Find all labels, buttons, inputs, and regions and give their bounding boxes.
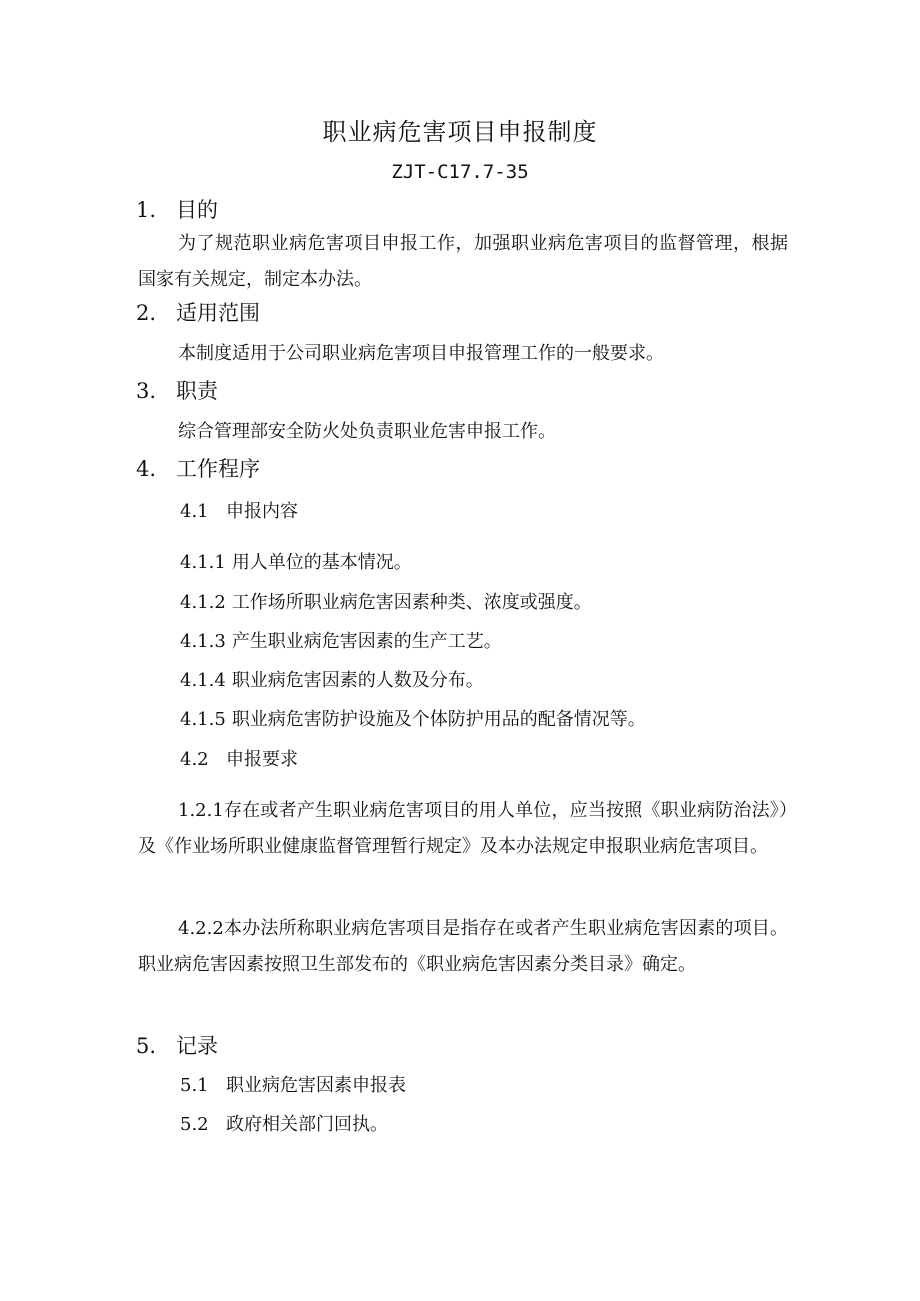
- item-number: 5.2: [180, 1114, 209, 1135]
- item-number: 4.1.2: [180, 592, 226, 613]
- document-title: 职业病危害项目申报制度: [322, 118, 598, 146]
- subsection-number: 4.1: [180, 501, 209, 522]
- item-number: 4.1.1: [180, 552, 226, 573]
- section-title: 适用范围: [176, 301, 260, 325]
- section-heading-purpose: [136, 192, 218, 228]
- section-number: 3.: [136, 379, 157, 403]
- item-number: 4.1.5: [180, 709, 226, 730]
- section-heading-scope: [136, 295, 260, 331]
- section-heading-procedure: [136, 451, 260, 487]
- section-number: 2.: [136, 301, 157, 325]
- item-number: 4.1.3: [180, 631, 226, 652]
- item-text: 用人单位的基本情况。: [231, 552, 412, 573]
- subsection-heading-declaration-requirements: [180, 742, 298, 778]
- list-item: [180, 663, 484, 699]
- requirement-paragraph: 1.2.1存在或者产生职业病危害项目的用人单位，应当按照《职业病防治法》）及《作业场所职业健康监督管理暂行规定》及本办法规定申报职业病危害项目。: [138, 800, 788, 857]
- list-item: [180, 1107, 388, 1143]
- section-body-purpose: 为了规范职业病危害项目申报工作，加强职业病危害项目的监督管理，根据国家有关规定，制定本办法。: [138, 233, 788, 290]
- section-title: 目的: [176, 198, 218, 222]
- item-text: 产生职业病危害因素的生产工艺。: [231, 631, 502, 652]
- section-number: 1.: [136, 198, 157, 222]
- item-text: 工作场所职业病危害因素种类、浓度或强度。: [231, 592, 592, 613]
- section-number: 4.: [136, 457, 157, 481]
- subsection-title: 申报内容: [226, 501, 298, 522]
- item-text: 职业病危害防护设施及个体防护用品的配备情况等。: [231, 709, 646, 730]
- section-body-scope: 本制度适用于公司职业病危害项目申报管理工作的一般要求。: [178, 343, 664, 364]
- section-body-responsibility: 综合管理部安全防火处负责职业危害申报工作。: [178, 421, 556, 442]
- list-item: [180, 624, 502, 660]
- section-number: 5.: [136, 1034, 157, 1058]
- subsection-heading-declaration-content: [180, 494, 298, 530]
- item-text: 职业病危害因素申报表: [226, 1075, 406, 1096]
- section-heading-records: [136, 1028, 218, 1064]
- section-title: 工作程序: [176, 457, 260, 481]
- subsection-title: 申报要求: [226, 749, 298, 770]
- section-title: 记录: [176, 1034, 218, 1058]
- requirement-paragraph: 4.2.2本办法所称职业病危害项目是指存在或者产生职业病危害因素的项目。职业病危害因素按照卫生部发布的《职业病危害因素分类目录》确定。: [138, 918, 788, 975]
- subsection-number: 4.2: [180, 749, 209, 770]
- list-item: [180, 585, 592, 621]
- list-item: [180, 545, 412, 581]
- list-item: [180, 1068, 406, 1104]
- item-text: 职业病危害因素的人数及分布。: [231, 670, 484, 691]
- section-heading-responsibility: [136, 373, 218, 409]
- item-number: 4.1.4: [180, 670, 226, 691]
- item-text: 政府相关部门回执。: [226, 1114, 388, 1135]
- document-code: ZJT-C17.7-35: [391, 161, 529, 183]
- section-title: 职责: [176, 379, 218, 403]
- list-item: [180, 702, 646, 738]
- item-number: 5.1: [180, 1075, 209, 1096]
